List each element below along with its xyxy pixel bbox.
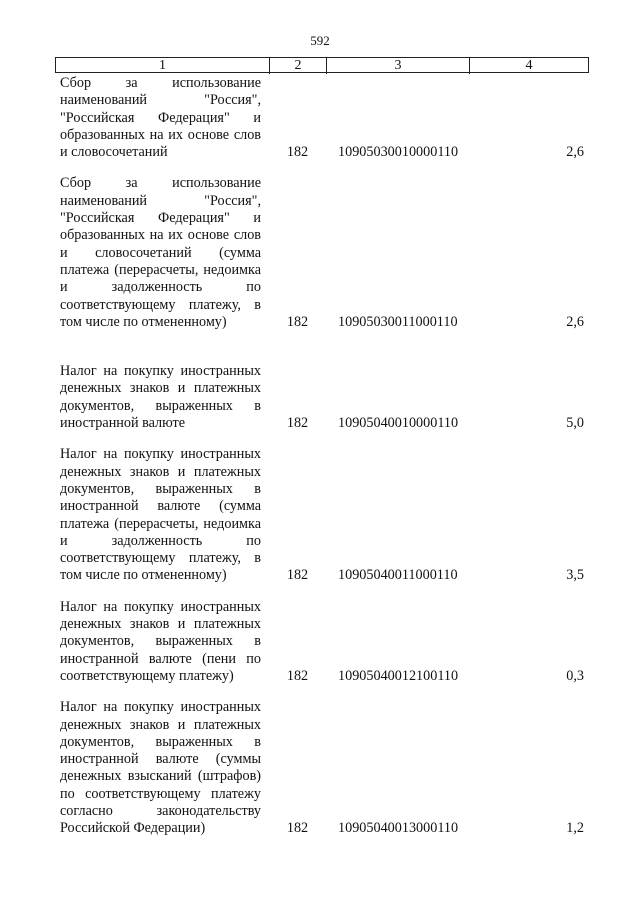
row-description: Сбор за использование наименований "Россия", "Российская Федерация" и образованных на их основе слов и словосочетаний (сумма платежа (перерасчеты, недоимка и задолженность по соответствующему платежу, в том числе по отмененному) xyxy=(60,175,261,330)
row-description: Сбор за использование наименований "Россия", "Российская Федерация" и образованных на их основе слов и словосочетаний xyxy=(60,75,261,161)
table-row xyxy=(55,446,589,584)
column-header-4: 4 xyxy=(525,58,533,73)
row-value: 2,6 xyxy=(566,144,584,161)
row-value: 5,0 xyxy=(566,415,584,432)
table-row xyxy=(55,699,589,837)
table-row xyxy=(55,175,589,331)
row-description: Налог на покупку иностранных денежных знаков и платежных документов, выраженных в иностранной валюте (суммы денежных взысканий (штрафов) по соответствующему платежу согласно законодательству Российской Федерации) xyxy=(60,699,261,837)
row-code: 10905040012100110 xyxy=(338,667,459,684)
row-description: Налог на покупку иностранных денежных знаков и платежных документов, выраженных в иностранной валюте xyxy=(60,363,261,432)
row-value: 3,5 xyxy=(566,567,584,584)
row-column-2: 182 xyxy=(286,567,309,584)
row-column-2: 182 xyxy=(286,313,309,330)
column-header-2: 2 xyxy=(270,58,327,74)
table-row xyxy=(55,75,589,161)
row-column-2: 182 xyxy=(286,144,309,161)
row-description: Налог на покупку иностранных денежных знаков и платежных документов, выраженных в иностранной валюте (сумма платежа (перерасчеты, недоимка и задолженность по соответствующему платежу, в том числе по отмененному) xyxy=(60,446,261,584)
row-column-2: 182 xyxy=(286,415,309,432)
row-code: 10905030011000110 xyxy=(338,313,458,330)
column-header-3: 3 xyxy=(327,58,470,74)
column-header-1: 1 xyxy=(56,58,270,74)
row-column-2: 182 xyxy=(286,667,309,684)
row-column-2: 182 xyxy=(286,820,309,837)
table-header xyxy=(55,57,589,73)
row-code: 10905040010000110 xyxy=(338,415,459,432)
row-code: 10905040011000110 xyxy=(338,567,458,584)
table-row xyxy=(55,363,589,432)
table-row xyxy=(55,599,589,685)
row-value: 2,6 xyxy=(566,313,584,330)
row-description: Налог на покупку иностранных денежных знаков и платежных документов, выраженных в иностранной валюте (пени по соответствующему платежу) xyxy=(60,598,261,684)
row-code: 10905040013000110 xyxy=(338,820,459,837)
page-number: 592 xyxy=(310,33,330,48)
row-value: 1,2 xyxy=(566,820,584,837)
row-code: 10905030010000110 xyxy=(338,144,459,161)
table-body xyxy=(55,73,589,838)
row-value: 0,3 xyxy=(566,667,584,684)
